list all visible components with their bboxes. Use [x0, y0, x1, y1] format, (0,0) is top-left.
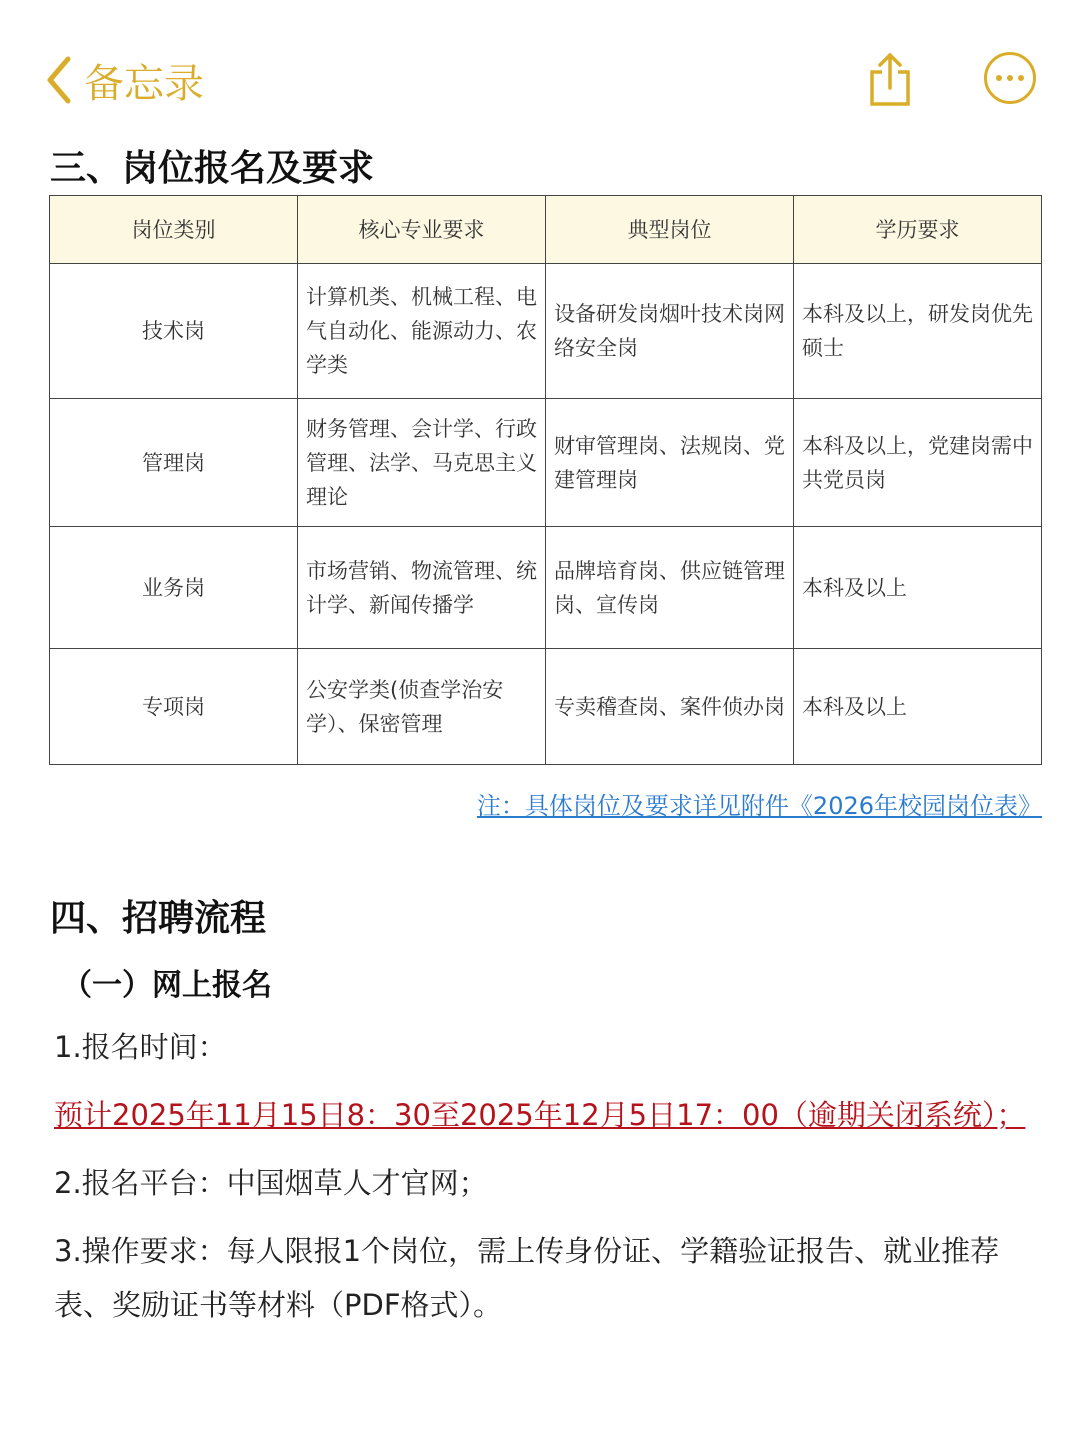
section-title: 四、招聘流程 — [50, 898, 267, 939]
attachment-link[interactable]: 注：具体岗位及要求详见附件《2026年校园岗位表》 — [476, 792, 1042, 820]
cell: 管理岗 — [50, 399, 298, 527]
positions-table — [49, 195, 1042, 765]
table-header — [50, 196, 1042, 264]
column-header: 岗位类别 — [50, 196, 298, 264]
item-label: 1.报名时间： — [54, 1030, 227, 1064]
back-label: 备忘录 — [84, 60, 204, 107]
cell: 品牌培育岗、供应链管理岗、宣传岗 — [546, 527, 794, 649]
cell: 财审管理岗、法规岗、党建管理岗 — [546, 399, 794, 527]
registration-time: 预计2025年11月15日8：30至2025年12月5日17：00（逾期关闭系统）； — [54, 1098, 1026, 1132]
cell: 技术岗 — [50, 264, 298, 399]
table-row — [50, 649, 1042, 765]
chevron-left-icon — [44, 55, 74, 105]
subsection-title: （一）网上报名 — [62, 968, 272, 1003]
section-title: 三、岗位报名及要求 — [50, 148, 375, 189]
cell: 专项岗 — [50, 649, 298, 765]
table-row — [50, 399, 1042, 527]
table-row — [50, 264, 1042, 399]
table-row — [50, 527, 1042, 649]
cell: 财务管理、会计学、行政管理、法学、马克思主义理论 — [298, 399, 546, 527]
cell: 公安学类(侦查学治安学）、保密管理 — [298, 649, 546, 765]
cell: 业务岗 — [50, 527, 298, 649]
share-icon[interactable] — [868, 52, 912, 108]
cell: 设备研发岗烟叶技术岗网络安全岗 — [546, 264, 794, 399]
cell: 本科及以上，党建岗需中共党员岗 — [794, 399, 1042, 527]
column-header: 典型岗位 — [546, 196, 794, 264]
cell: 本科及以上 — [794, 649, 1042, 765]
item-text: 2.报名平台：中国烟草人才官网； — [54, 1166, 488, 1200]
more-options-icon[interactable] — [984, 52, 1036, 104]
cell: 市场营销、物流管理、统计学、新闻传播学 — [298, 527, 546, 649]
column-header: 学历要求 — [794, 196, 1042, 264]
cell: 专卖稽查岗、案件侦办岗 — [546, 649, 794, 765]
cell: 计算机类、机械工程、电气自动化、能源动力、农学类 — [298, 264, 546, 399]
nav-bar — [44, 50, 1040, 110]
item-text: 3.操作要求：每人限报1个岗位，需上传身份证、学籍验证报告、就业推荐表、奖励证书等材料（PDF格式）。 — [54, 1234, 1000, 1322]
column-header: 核心专业要求 — [298, 196, 546, 264]
back-button[interactable] — [44, 52, 204, 109]
cell: 本科及以上，研发岗优先硕士 — [794, 264, 1042, 399]
cell: 本科及以上 — [794, 527, 1042, 649]
